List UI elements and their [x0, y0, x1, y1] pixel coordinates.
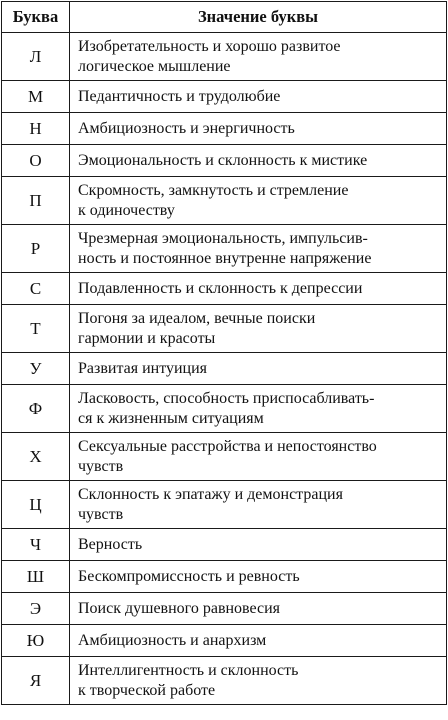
table-body [2, 33, 447, 705]
meaning-line: к одиночеству [78, 201, 175, 219]
letter-cell: У [2, 353, 70, 385]
letter-cell: Ш [2, 561, 70, 593]
meaning-line: Скромность, замкнутость и стремление [78, 181, 349, 199]
header-row [2, 2, 447, 33]
letter-cell: Ч [2, 529, 70, 561]
meaning-cell [70, 145, 447, 177]
meaning-line: Амбициозность и анархизм [78, 631, 267, 649]
meaning-cell [70, 481, 447, 529]
letter-cell: Р [2, 225, 70, 273]
meaning-line: Чрезмерная эмоциональность, импульсив- [78, 229, 368, 247]
meaning-cell [70, 353, 447, 385]
table-row [2, 81, 447, 113]
meaning-cell [70, 433, 447, 481]
table-row [2, 433, 447, 481]
table-row [2, 145, 447, 177]
table-row [2, 561, 447, 593]
meaning-line: Изобретательность и хорошо развитое [78, 37, 341, 55]
table-row [2, 385, 447, 433]
letter-cell: Н [2, 113, 70, 145]
table-row [2, 33, 447, 81]
meaning-cell [70, 113, 447, 145]
meaning-line: Эмоциональность и склонность к мистике [78, 151, 368, 169]
letter-cell: С [2, 273, 70, 305]
column-header-letter: Буква [2, 2, 70, 33]
letter-cell: Я [2, 657, 70, 705]
meaning-cell [70, 625, 447, 657]
letter-cell: Ю [2, 625, 70, 657]
letter-cell: М [2, 81, 70, 113]
table-row [2, 113, 447, 145]
meaning-cell [70, 225, 447, 273]
meaning-cell [70, 385, 447, 433]
meaning-cell [70, 273, 447, 305]
table-row [2, 593, 447, 625]
table-row [2, 177, 447, 225]
meaning-line: чувств [78, 457, 124, 475]
table-row [2, 657, 447, 705]
meaning-line: Интеллигентность и склонность [78, 661, 299, 679]
meaning-line: логическое мышление [78, 57, 231, 75]
meaning-line: Педантичность и трудолюбие [78, 87, 281, 105]
letter-cell: Л [2, 33, 70, 81]
letter-cell: П [2, 177, 70, 225]
letter-meaning-table [1, 1, 447, 705]
meaning-cell [70, 81, 447, 113]
meaning-cell [70, 657, 447, 705]
table-row [2, 305, 447, 353]
table-row [2, 625, 447, 657]
letter-cell: Э [2, 593, 70, 625]
meaning-cell [70, 593, 447, 625]
meaning-line: гармонии и красоты [78, 329, 216, 347]
meaning-line: Верность [78, 535, 143, 553]
table-header [2, 2, 447, 33]
letter-cell: Ф [2, 385, 70, 433]
meaning-line: Склонность к эпатажу и демонстрация [78, 485, 343, 503]
meaning-cell [70, 33, 447, 81]
table-row [2, 481, 447, 529]
letter-cell: Т [2, 305, 70, 353]
meaning-line: Погоня за идеалом, вечные поиски [78, 309, 316, 327]
table-row [2, 529, 447, 561]
meaning-cell [70, 561, 447, 593]
meaning-cell [70, 305, 447, 353]
table-row [2, 225, 447, 273]
meaning-line: чувств [78, 505, 124, 523]
meaning-line: Поиск душевного равновесия [78, 599, 281, 617]
meaning-line: Ласковость, способность приспосабливать- [78, 389, 375, 407]
table-row [2, 273, 447, 305]
column-header-meaning: Значение буквы [70, 2, 447, 33]
table-row [2, 353, 447, 385]
meaning-line: Развитая интуиция [78, 359, 208, 377]
meaning-cell [70, 177, 447, 225]
meaning-line: Амбициозность и энергичность [78, 119, 295, 137]
letter-cell: Х [2, 433, 70, 481]
meaning-line: ность и постоянное внутренне напряжение [78, 249, 372, 267]
letter-cell: Ц [2, 481, 70, 529]
meaning-cell [70, 529, 447, 561]
letter-cell: О [2, 145, 70, 177]
meaning-line: Бескомпромиссность и ревность [78, 567, 300, 585]
meaning-line: к творческой работе [78, 681, 216, 699]
meaning-line: Подавленность и склонность к депрессии [78, 279, 363, 297]
meaning-line: ся к жизненным ситуациям [78, 409, 264, 427]
meaning-line: Сексуальные расстройства и непостоянство [78, 437, 377, 455]
